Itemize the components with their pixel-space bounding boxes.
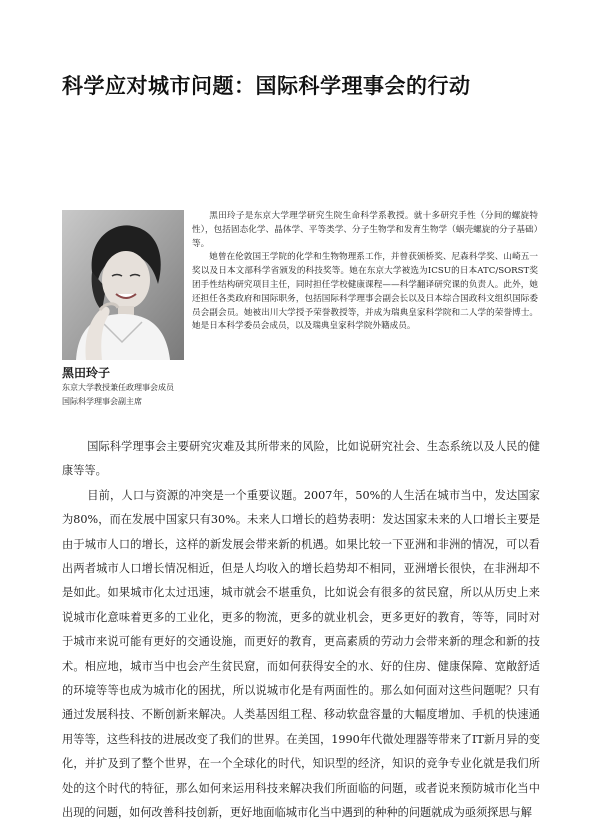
article-title: 科学应对城市问题：国际科学理事会的行动 — [62, 74, 471, 98]
body-paragraph: 目前，人口与资源的冲突是一个重要议题。2007年，50%的人生活在城市当中，发达国家为80%，而在发展中国家只有30%。未来人口增长的趋势表明：发达国家未来的人口增长主要是由于城市人口的增长，这样的新发展会带来新的机遇。如果比较一下亚洲和非洲的情况，可以看出两者城市人口增长情况相近，但是人均收入的增长趋势却不相同，亚洲增长很快，在非洲却不是如此。如果城市化太过迅速，城市就会不堪重负，比如说会有很多的贫民窟，所以从历史上来说城市化意味着更多的工业化，更多的物流，更多的就业机会，更多更好的教育，等等，同时对于城市来说可能有更好的交通设施，而更好的教育，更高素质的劳动力会带来新的理念和新的技术。相应地，城市当中也会产生贫民窟，而如何获得安全的水、好的住房、健康保障、宽敞舒适的环境等等也成为城市化的困扰，所以说城市化是有两面性的。那么如何面对这些问题呢？只有通过发展科技、不断创新来解决。人类基因组工程、移动软盘容量的大幅度增加、手机的快速通用等等，这些科技的进展改变了我们的世界。在美国，1990年代微处理器等带来了IT新月异的变化，并扩及到了整个世界，在一个全球化的时代，知识型的经济，知识的竞争专业化就是我们所处的这个时代的特征，那么如何来运用科技来解决我们所面临的问题，或者说来预防城市化当中出现的问题，如何改善科技创新，更好地面临城市化当中遇到的种种的问题就成为亟须探思与解 — [62, 488, 540, 820]
author-affiliations — [62, 381, 174, 409]
bio-paragraph: 她曾在伦敦国王学院的化学和生物物理系工作，并曾获颁桥奖、尼森科学奖、山崎五一奖以及日本文部科学省颁发的科技奖等。她在东京大学被选为ICSU的日本ATC/SORST奖团手性结构研究项目主任，同时担任学校健康课程——科学翻译研究课的负责人。此外，她还担任各类政府和国际职务，包括国际科学理事会副会长以及日本综合国政科文组织国际委员会副会员。她被出川大学授予荣誉教授等，并成为瑞典皇家科学院和二人学的荣誉博士。她是日本科学委员会成员，以及瑞典皇家科学院外籍成员。 — [192, 252, 538, 332]
author-name: 黑田玲子 — [62, 366, 111, 380]
author-affiliation-line: 东京大学教授兼任政理事会成员 — [62, 383, 174, 392]
author-bio — [192, 210, 538, 334]
bio-paragraph: 黑田玲子是东京大学理学研究生院生命科学系教授。就十多研究手性（分间的螺旋特性），包括固态化学、晶体学、平等类学、分子生物学和发育生物学（蜗壳螺旋的分子基础）等。 — [192, 211, 538, 249]
author-photo — [62, 210, 184, 360]
article-body — [62, 435, 540, 826]
body-paragraph: 国际科学理事会主要研究灾难及其所带来的风险，比如说研究社会、生态系统以及人民的健康等等。 — [62, 440, 540, 478]
author-affiliation-line: 国际科学理事会副主席 — [62, 397, 142, 406]
